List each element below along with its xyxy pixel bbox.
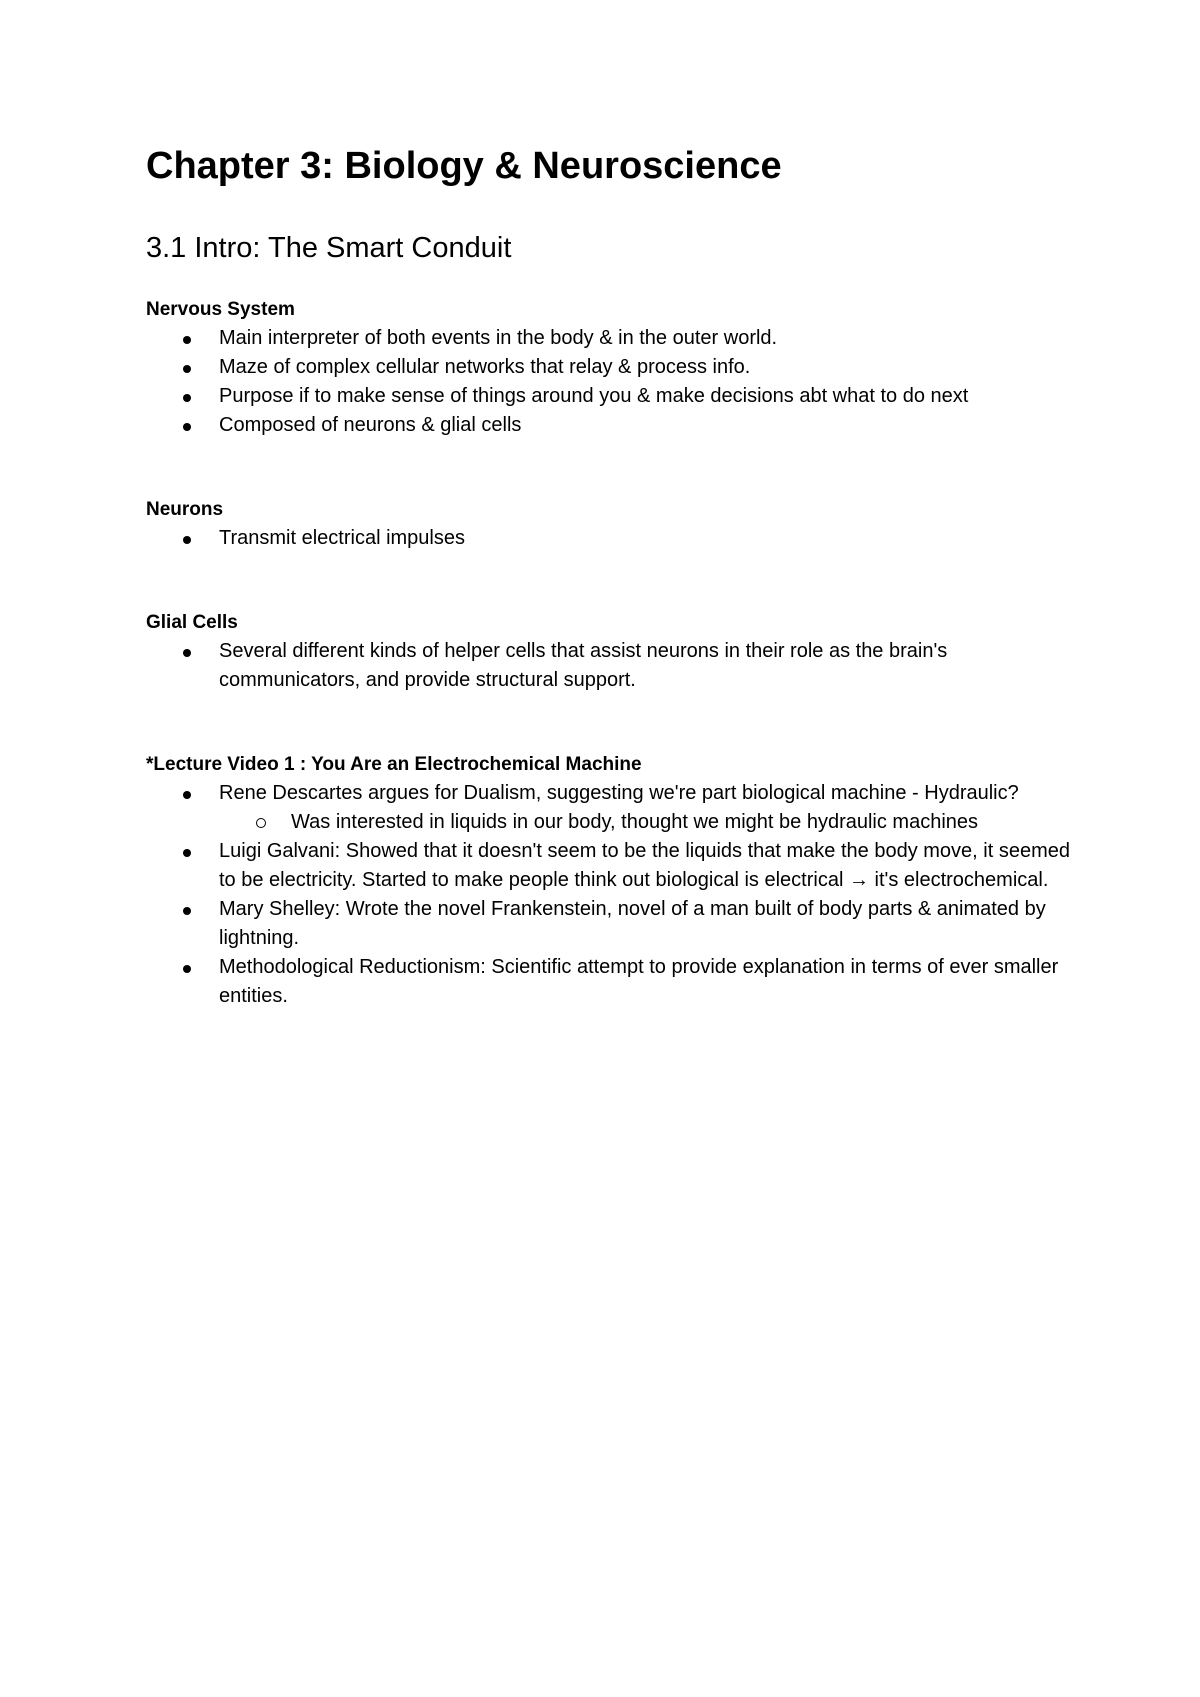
lecture-video-list-continued xyxy=(146,837,1086,1011)
bullet-icon xyxy=(183,423,191,431)
hollow-bullet-icon xyxy=(256,818,266,828)
nervous-system-list xyxy=(146,324,1086,440)
neurons-list xyxy=(146,524,1086,553)
bullet-icon xyxy=(183,336,191,344)
list-item-text: Transmit electrical impulses xyxy=(219,527,465,549)
list-item-text: Several different kinds of helper cells that assist neurons in their role as the brain's communicators, and provide structural support. xyxy=(219,640,948,691)
document-page xyxy=(146,140,1086,1011)
bullet-icon xyxy=(183,365,191,373)
sub-list-item xyxy=(146,808,1086,837)
lecture-video-sublist xyxy=(146,808,1086,837)
list-item xyxy=(146,837,1086,895)
lecture-video-section xyxy=(146,751,1086,1011)
neurons-section xyxy=(146,496,1086,553)
section-title: 3.1 Intro: The Smart Conduit xyxy=(146,232,512,264)
list-item xyxy=(146,953,1086,1011)
list-item xyxy=(146,895,1086,953)
lecture-video-list xyxy=(146,779,1086,808)
list-item-text: Maze of complex cellular networks that relay & process info. xyxy=(219,356,751,378)
list-item xyxy=(146,411,1086,440)
list-item xyxy=(146,382,1086,411)
list-item-text: Purpose if to make sense of things around you & make decisions abt what to do next xyxy=(219,385,969,407)
glial-cells-heading: Glial Cells xyxy=(146,612,238,633)
list-item xyxy=(146,637,1086,695)
bullet-icon xyxy=(183,965,191,973)
list-item-text: Mary Shelley: Wrote the novel Frankenstein, novel of a man built of body parts & animated by lightning. xyxy=(219,898,1046,949)
chapter-title: Chapter 3: Biology & Neuroscience xyxy=(146,145,782,187)
nervous-system-heading: Nervous System xyxy=(146,299,295,320)
bullet-icon xyxy=(183,649,191,657)
bullet-icon xyxy=(183,849,191,857)
glial-cells-list xyxy=(146,637,1086,695)
list-item xyxy=(146,779,1086,808)
nervous-system-section xyxy=(146,296,1086,440)
list-item-text: Luigi Galvani: Showed that it doesn't seem to be the liquids that make the body move, it seemed to be electricity. Started to make people think out biological is electrical → it's electrochemical. xyxy=(219,840,1070,891)
sub-list-item-text: Was interested in liquids in our body, thought we might be hydraulic machines xyxy=(291,811,979,833)
list-item-text: Methodological Reductionism: Scientific attempt to provide explanation in terms of ever smaller entities. xyxy=(219,956,1059,1007)
bullet-icon xyxy=(183,907,191,915)
list-item-text: Rene Descartes argues for Dualism, suggesting we're part biological machine - Hydraulic? xyxy=(219,782,1019,804)
glial-cells-section xyxy=(146,609,1086,695)
list-item xyxy=(146,524,1086,553)
bullet-icon xyxy=(183,394,191,402)
lecture-video-heading: *Lecture Video 1 : You Are an Electrochemical Machine xyxy=(146,754,642,775)
list-item xyxy=(146,353,1086,382)
list-item xyxy=(146,324,1086,353)
list-item-text: Composed of neurons & glial cells xyxy=(219,414,522,436)
list-item-text: Main interpreter of both events in the body & in the outer world. xyxy=(219,327,778,349)
neurons-heading: Neurons xyxy=(146,499,224,520)
bullet-icon xyxy=(183,536,191,544)
bullet-icon xyxy=(183,791,191,799)
